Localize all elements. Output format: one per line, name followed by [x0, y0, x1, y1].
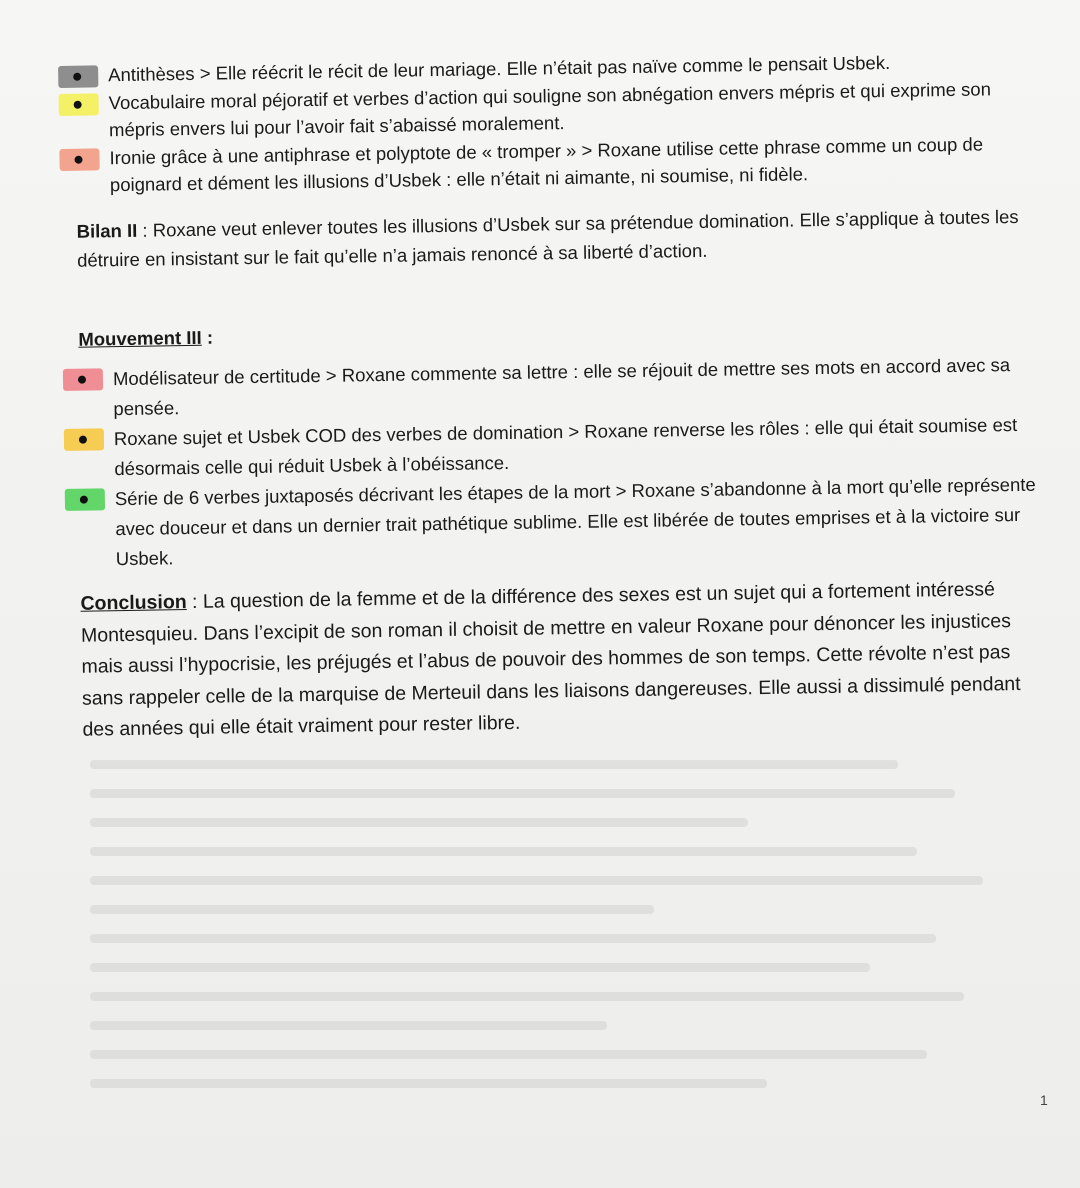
conclusion-text: : La question de la femme et de la différence des sexes est un sujet qui a fortement intéressé Montesquieu. Dans l’excipit de son roman il choisit de mettre en valeur Roxane pour dénoncer les injustices mais aussi l’hypocrisie, les préjugés et l’abus de pouvoir des hommes de son temps. Cette révolte n’est pas sans rappeler celle de la marquise de Merteuil dans les liaisons dangereuses. Elle aussi a dissimulé pendant des années qui elle était vraiment pour rester libre.: [80, 578, 1021, 741]
document-content: [58, 47, 1049, 747]
movement-ii-list: [58, 47, 1040, 199]
bullet-highlight: [65, 488, 105, 511]
bullet-highlight: [59, 93, 99, 116]
list-item-text: Roxane sujet et Usbek COD des verbes de domination > Roxane renverse les rôles : elle qui était soumise est désormais celle qui réduit Usbek à l’obéissance.: [113, 413, 1018, 480]
list-item: [65, 470, 1046, 575]
mouvement-colon: :: [201, 326, 214, 348]
bilan-label: Bilan II: [76, 219, 138, 242]
list-item-text: Série de 6 verbes juxtaposés décrivant les étapes de la mort > Roxane s’abandonne à la mort qu’elle représente avec douceur et dans un dernier trait pathétique sublime. Elle est libérée de toutes emprises et à la victoire sur Usbek.: [114, 473, 1036, 570]
bilan-text: : Roxane veut enlever toutes les illusions d’Usbek sur sa prétendue domination. Elle s’applique à toutes les détruire en insistant sur le fait qu’elle n’a jamais renoncé à sa liberté d’action.: [76, 205, 1019, 271]
list-item-text: Modélisateur de certitude > Roxane commente sa lettre : elle se réjouit de mettre ses mots en accord avec sa pensée.: [112, 354, 1011, 420]
bullet-highlight: [58, 65, 98, 88]
page-number: 1: [1040, 1092, 1048, 1108]
movement-iii-list: [63, 350, 1046, 575]
conclusion-paragraph: [66, 574, 1048, 747]
show-through-text: [90, 760, 1030, 1160]
conclusion-label: Conclusion: [80, 591, 187, 615]
list-item-text: Antithèses > Elle réécrit le récit de leur mariage. Elle n’était pas naïve comme le pensait Usbek.: [108, 51, 891, 86]
list-item-text: Vocabulaire moral péjoratif et verbes d’action qui souligne son abnégation envers mépris et qui exprime son mépris envers lui pour l’avoir fait s’abaissé moralement.: [108, 78, 992, 141]
bullet-highlight: [63, 368, 103, 391]
mouvement-iii-heading: Mouvement III: [78, 326, 202, 350]
list-item-text: Ironie grâce à une antiphrase et polyptote de « tromper » > Roxane utilise cette phrase comme un coup de poignard et dément les illusions d’Usbek : elle n’était ni aimante, ni soumise, ni fidèle.: [109, 133, 984, 196]
bullet-highlight: [64, 428, 104, 451]
bullet-highlight: [59, 148, 99, 171]
